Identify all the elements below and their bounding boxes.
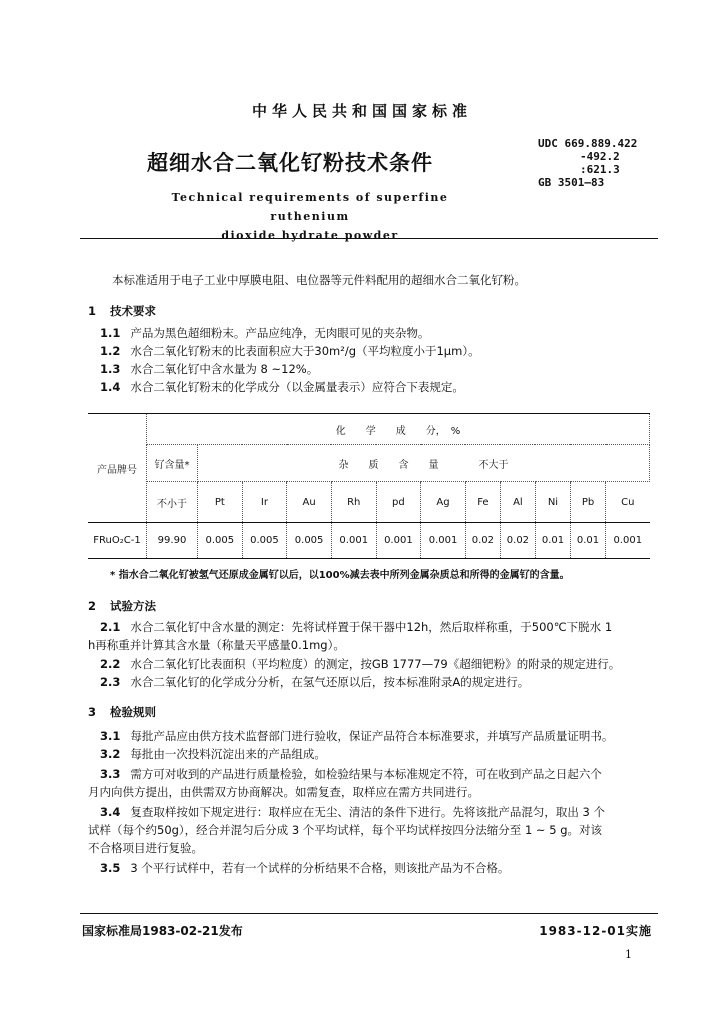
item-text: 水合二氧化钌粉末的比表面积应大于30m²/g（平均粒度小于1μm）。 — [130, 344, 480, 358]
item-text: 每批由一次投料沉淀出来的产品组成。 — [130, 747, 326, 761]
chemical-composition-table — [88, 413, 650, 559]
section1-number: 1 — [88, 304, 97, 318]
item-3-3 — [100, 765, 668, 783]
item-text: 水合二氧化钌的化学成分分析，在氢气还原以后，按本标准附录A的规定进行。 — [130, 675, 530, 689]
gb-number: GB 3501—83 — [538, 176, 605, 189]
item-3-2 — [100, 745, 668, 763]
item-text: 复查取样按如下规定进行：取样应在无尘、清洁的条件下进行。先将该批产品混匀，取出 3 个 — [130, 805, 605, 819]
section1-heading — [88, 302, 656, 320]
ru-content-header: 钌含量* — [147, 445, 198, 482]
impurity-cell: 0.005 — [198, 523, 243, 559]
chem-composition-header: 化 学 成 分， % — [147, 414, 650, 445]
element-header: Pt — [198, 482, 243, 523]
impurity-cell: 0.005 — [242, 523, 287, 559]
item-number: 1.1 — [100, 326, 121, 340]
element-header: Rh — [331, 482, 376, 523]
impurity-cell: 0.005 — [287, 523, 332, 559]
element-header: Fe — [465, 482, 500, 523]
item-text: 水合二氧化钌中含水量为 8 ~12%。 — [130, 362, 319, 376]
section2-heading — [88, 597, 656, 615]
item-1-4 — [100, 378, 668, 396]
item-text: 3 个平行试样中，若有一个试样的分析结果不合格，则该批产品为不合格。 — [130, 861, 510, 875]
element-header: Pb — [570, 482, 605, 523]
udc-line2: -492.2 — [580, 150, 620, 163]
item-1-3 — [100, 360, 668, 378]
item-number: 3.4 — [100, 805, 121, 819]
element-header: Ir — [242, 482, 287, 523]
item-2-2 — [100, 655, 668, 673]
intro-paragraph: 本标准适用于电子工业中厚膜电阻、电位器等元件料配用的超细水合二氧化钌粉。 — [112, 273, 526, 287]
effective-date: 1983-12-01实施 — [539, 924, 652, 938]
udc-block — [538, 137, 637, 189]
element-header: Ni — [535, 482, 570, 523]
item-text: 水合二氧化钌比表面积（平均粒度）的测定，按GB 1777—79《超细钯粉》的附录的规定进行。 — [130, 657, 621, 671]
section3-heading — [88, 703, 656, 721]
element-header: Ag — [421, 482, 466, 523]
impurity-cell: 0.001 — [331, 523, 376, 559]
item-number: 2.1 — [100, 620, 121, 634]
product-grade-cell: FRuO₂C-1 — [88, 523, 147, 559]
item-text: 水合二氧化钌中含水量的测定：先将试样置于保干器中12h，然后取样称重，于500℃下脱水 1 — [130, 620, 613, 634]
footer-rule — [80, 913, 658, 914]
page-number: 1 — [625, 948, 632, 961]
title-en-line2: dioxide hydrate powder — [221, 229, 399, 242]
item-text: 水合二氧化钌粉末的化学成分（以金属量表示）应符合下表规定。 — [130, 380, 464, 394]
table-footnote: * 指水合二氧化钌被氢气还原成金属钌以后，以100%减去表中所列金属杂质总和所得的金属钌的含量。 — [110, 570, 570, 581]
impurity-header: 杂 质 含 量 不大于 — [198, 445, 650, 482]
document-title-zh: 超细水合二氧化钌粉技术条件 — [147, 151, 433, 175]
item-1-1 — [100, 324, 668, 342]
impurity-cell: 0.01 — [535, 523, 570, 559]
item-3-4 — [100, 803, 668, 821]
element-header: Al — [500, 482, 535, 523]
section1-title: 技术要求 — [110, 304, 157, 318]
item-number: 3.5 — [100, 861, 121, 875]
impurity-cell: 0.02 — [465, 523, 500, 559]
impurity-cell: 0.01 — [570, 523, 605, 559]
item-number: 2.2 — [100, 657, 121, 671]
element-header: pd — [376, 482, 421, 523]
item-3-5 — [100, 859, 668, 877]
impurity-cell: 0.001 — [606, 523, 650, 559]
section3-title: 检验规则 — [110, 705, 157, 719]
section3-number: 3 — [88, 705, 97, 719]
item-2-3 — [100, 673, 668, 691]
item-3-4-cont2: 不合格项目进行复验。 — [88, 841, 203, 855]
item-1-2 — [100, 342, 668, 360]
document-title-en — [130, 188, 490, 245]
header-rule — [80, 238, 658, 239]
udc-line1: UDC 669.889.422 — [538, 137, 638, 150]
element-header: Cu — [606, 482, 650, 523]
section2-title: 试验方法 — [110, 599, 157, 613]
item-text: 产品为黑色超细粉末。产品应纯净，无肉眼可见的夹杂物。 — [130, 326, 430, 340]
item-2-1 — [100, 618, 668, 636]
element-header: Au — [287, 482, 332, 523]
item-2-1-cont: h再称重并计算其含水量（称量天平感量0.1mg）。 — [88, 638, 345, 652]
product-grade-header: 产品牌号 — [88, 414, 147, 523]
title-en-line1: Technical requirements of superfine ruthenium — [171, 191, 449, 223]
impurity-cell: 0.001 — [421, 523, 466, 559]
ru-content-cell: 99.90 — [147, 523, 198, 559]
item-number: 3.1 — [100, 729, 121, 743]
item-number: 1.2 — [100, 344, 121, 358]
impurity-cell: 0.001 — [376, 523, 421, 559]
not-less-than-label: 不小于 — [147, 482, 198, 523]
item-number: 3.2 — [100, 747, 121, 761]
item-number: 1.3 — [100, 362, 121, 376]
item-3-4-cont1: 试样（每个约50g），经合并混匀后分成 3 个平均试样，每个平均试样按四分法缩分至 1 ~ 5 g。对该 — [88, 823, 602, 837]
item-number: 2.3 — [100, 675, 121, 689]
item-3-3-cont: 月内向供方提出，由供需双方协商解决。如需复查，取样应在需方共同进行。 — [88, 785, 479, 799]
udc-line3: :621.3 — [580, 163, 620, 176]
national-standard-heading: 中华人民共和国国家标准 — [251, 102, 472, 120]
item-number: 1.4 — [100, 380, 121, 394]
section2-number: 2 — [88, 599, 97, 613]
item-text: 需方可对收到的产品进行质量检验，如检验结果与本标准规定不符，可在收到产品之日起六个 — [130, 767, 602, 781]
item-number: 3.3 — [100, 767, 121, 781]
impurity-cell: 0.02 — [500, 523, 535, 559]
item-text: 每批产品应由供方技术监督部门进行验收，保证产品符合本标准要求，并填写产品质量证明书。 — [130, 729, 614, 743]
issue-date: 国家标准局1983-02-21发布 — [82, 924, 243, 938]
item-3-1 — [100, 727, 668, 745]
